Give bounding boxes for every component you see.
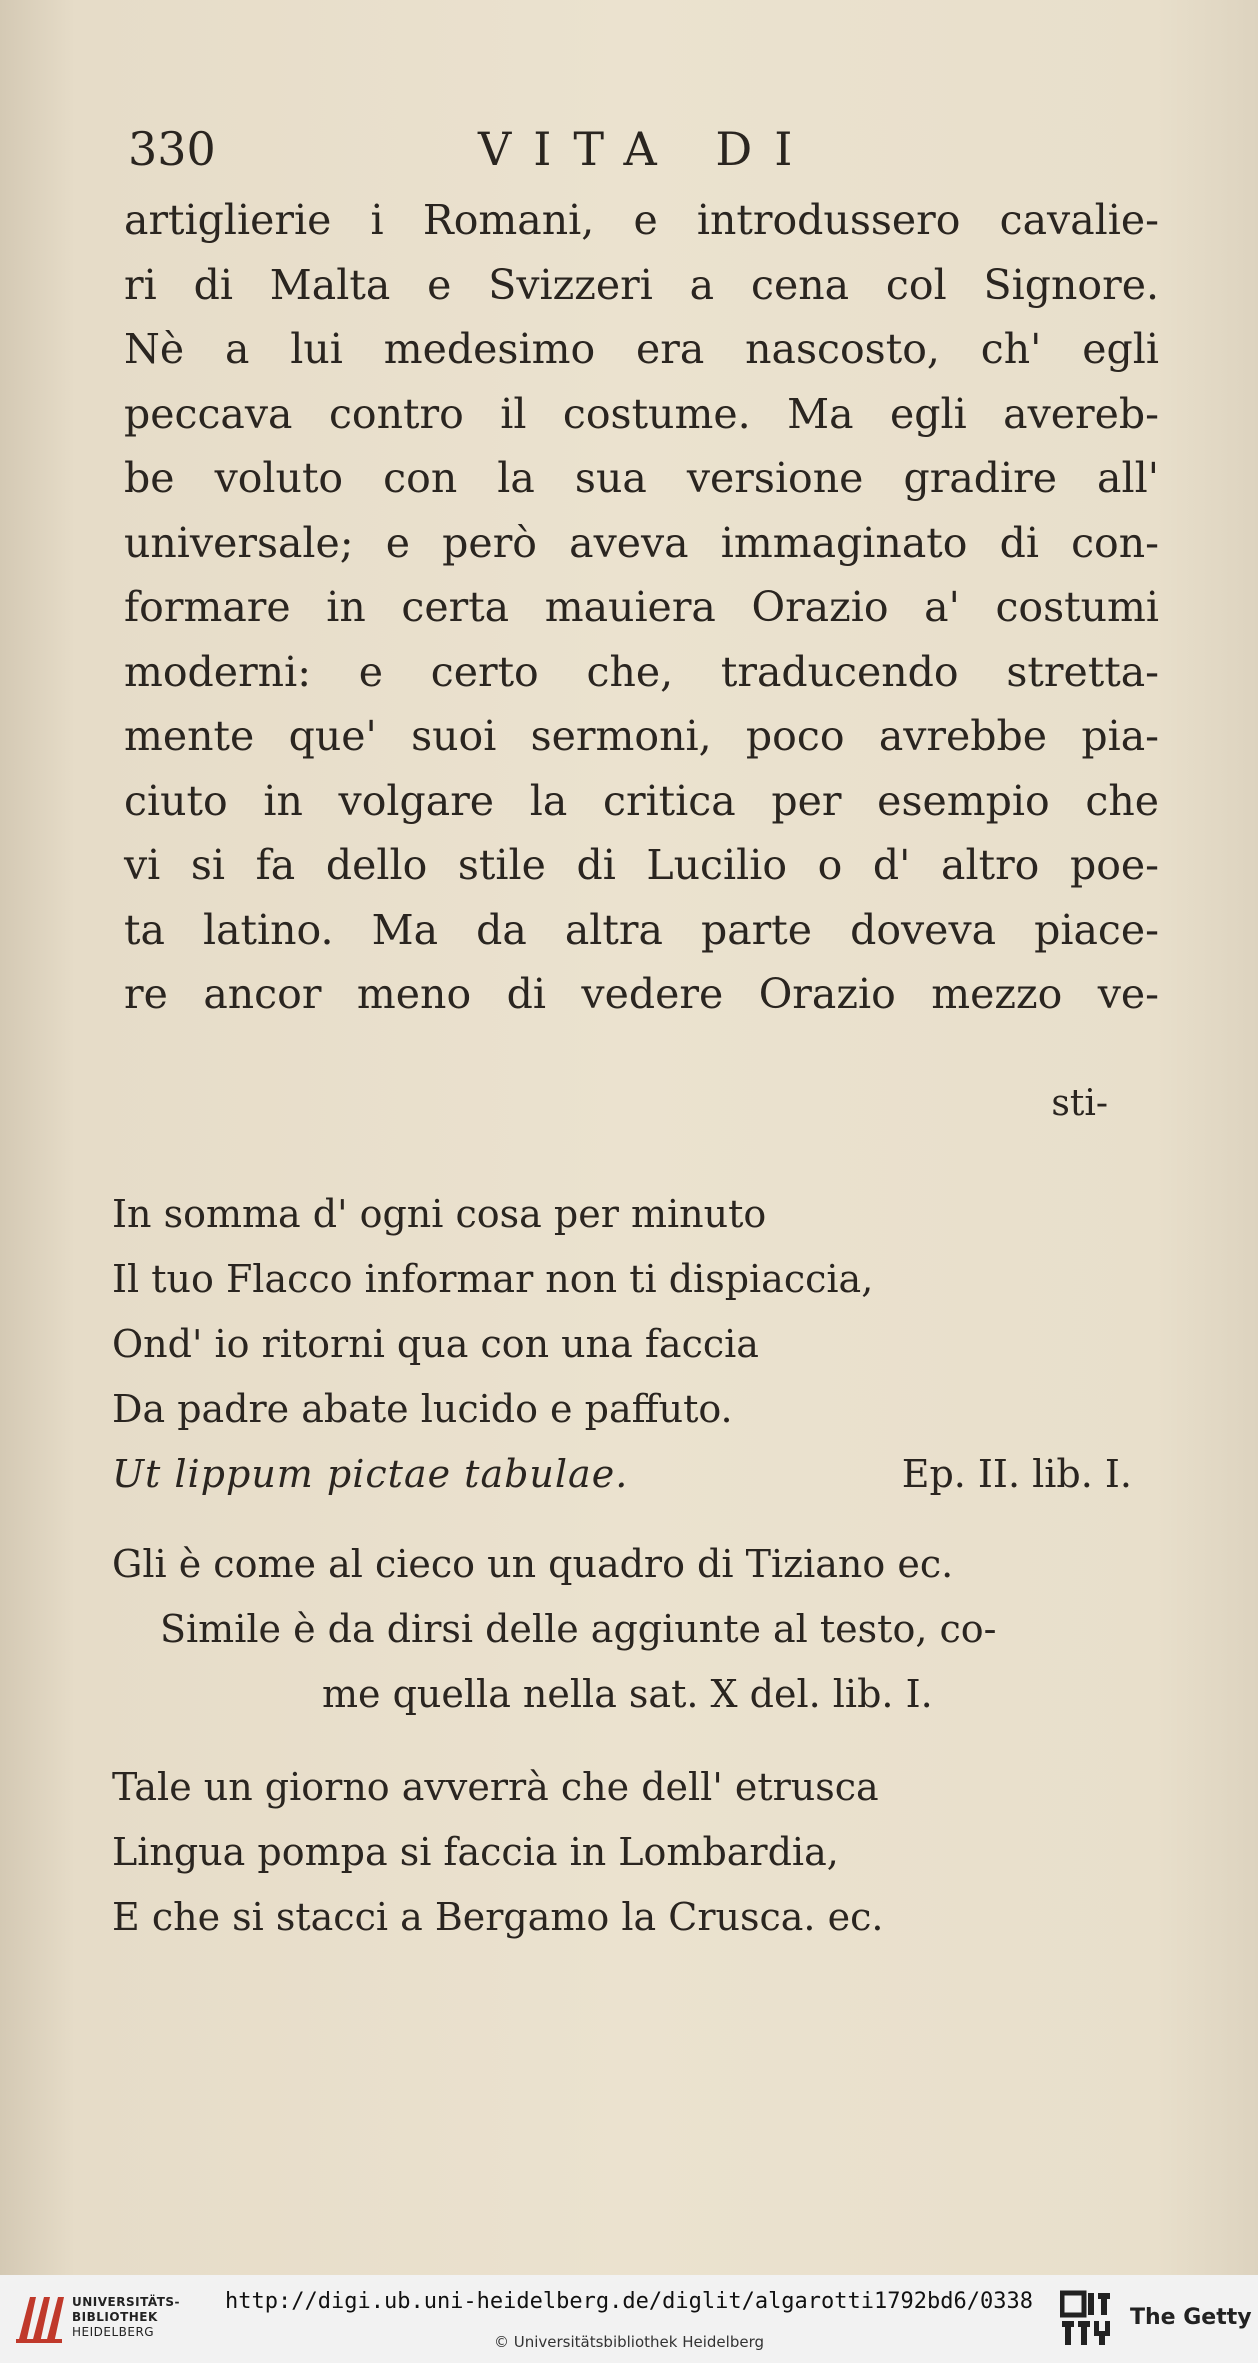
- verse-line: Ond' io ritorni qua con una faccia: [112, 1322, 759, 1366]
- text-line: ri di Malta e Svizzeri a cena col Signore.: [124, 260, 1159, 309]
- verse-line: Il tuo Flacco informar non ti dispiaccia,: [112, 1257, 874, 1301]
- verse-quotation-1: [112, 1182, 1142, 1507]
- note-quotation: [112, 1532, 1142, 1727]
- verse-line: Lingua pompa si faccia in Lombardia,: [112, 1830, 839, 1874]
- note-line: Simile è da dirsi delle aggiunte al testo, co-: [160, 1607, 997, 1651]
- library-name-line: UNIVERSITÄTS-: [72, 2295, 181, 2309]
- digitization-footer: [0, 2275, 1258, 2363]
- permalink-url[interactable]: http://digi.ub.uni-heidelberg.de/diglit/algarotti1792bd6/0338: [225, 2289, 1033, 2314]
- library-name-line: HEIDELBERG: [72, 2325, 155, 2339]
- partner-name: The Getty: [1130, 2305, 1252, 2330]
- page-header: [128, 118, 1138, 180]
- verse-line: In somma d' ogni cosa per minuto: [112, 1192, 767, 1236]
- text-line: artiglierie i Romani, e introdussero cavalie-: [124, 196, 1159, 244]
- citation-line: [112, 1442, 1142, 1507]
- catchword: sti-: [1051, 1083, 1108, 1124]
- text-line: be voluto con la sua versione gradire all': [124, 454, 1159, 502]
- running-head: VITA DI: [478, 122, 815, 176]
- verse-line: E che si stacci a Bergamo la Crusca. ec.: [112, 1895, 884, 1939]
- page-number: 330: [128, 122, 216, 176]
- getty-logo-icon: [1060, 2289, 1112, 2349]
- note-line: me quella nella sat. X del. lib. I.: [322, 1672, 933, 1716]
- library-name-line: BIBLIOTHEK: [72, 2310, 158, 2324]
- verse-quotation-2: [112, 1755, 1142, 1950]
- text-line: formare in certa mauiera Orazio a' costumi: [124, 583, 1159, 631]
- text-line: Nè a lui medesimo era nascosto, ch' egli: [124, 325, 1159, 373]
- copyright-notice: © Universitätsbibliothek Heidelberg: [493, 2333, 764, 2351]
- latin-citation: Ut lippum pictae tabulae.: [112, 1452, 629, 1496]
- text-line: vi si fa dello stile di Lucilio o d' altro poe-: [124, 841, 1159, 889]
- note-line: Gli è come al cieco un quadro di Tiziano ec.: [112, 1542, 954, 1586]
- text-line: universale; e però aveva immaginato di con-: [124, 518, 1159, 567]
- verse-line: Tale un giorno avverrà che dell' etrusca: [112, 1765, 879, 1809]
- verse-line: Da padre abate lucido e paffuto.: [112, 1387, 733, 1431]
- citation-reference: Ep. II. lib. I.: [901, 1452, 1132, 1496]
- main-text: [124, 188, 1159, 1027]
- text-line: ciuto in volgare la critica per esempio che: [124, 776, 1159, 825]
- text-line: moderni: e certo che, traducendo stretta-: [124, 647, 1159, 696]
- text-line: mente que' suoi sermoni, poco avrebbe pia-: [124, 712, 1159, 760]
- text-line: re ancor meno di vedere Orazio mezzo ve-: [124, 970, 1159, 1018]
- text-line: ta latino. Ma da altra parte doveva piace-: [124, 905, 1159, 954]
- text-line: peccava contro il costume. Ma egli avereb-: [124, 389, 1159, 438]
